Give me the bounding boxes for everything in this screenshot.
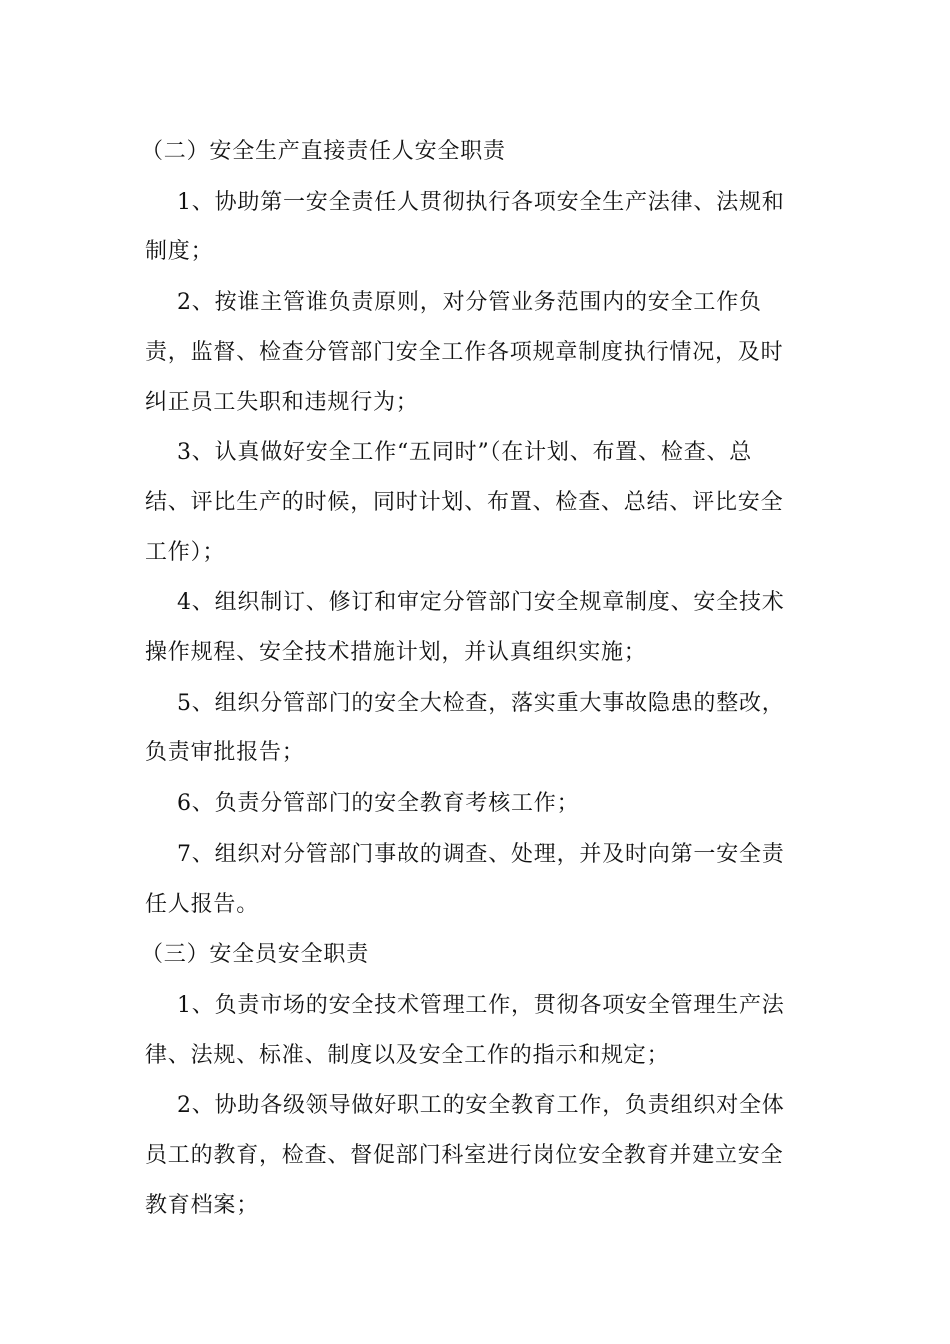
section2-item-6: 6、负责分管部门的安全教育考核工作； <box>177 791 580 817</box>
section3-item-1: 1、负责市场的安全技术管理工作，贯彻各项安全管理生产法律、法规、标准、制度以及安全工作的指示和规定； <box>145 992 785 1068</box>
section-heading-2: （二）安全生产直接责任人安全职责 <box>141 139 506 164</box>
section2-item-3: 3、认真做好安全工作“五同时”（在计划、布置、检查、总结、评比生产的时候，同时计划、布置、检查、总结、评比安全工作）； <box>145 440 784 565</box>
section2-item-7: 7、组织对分管部门事故的调查、处理，并及时向第一安全责任人报告。 <box>145 841 785 917</box>
section2-item-1: 1、协助第一安全责任人贯彻执行各项安全生产法律、法规和制度； <box>145 189 785 265</box>
section3-item-2: 2、协助各级领导做好职工的安全教育工作，负责组织对全体员工的教育，检查、督促部门科室进行岗位安全教育并建立安全教育档案； <box>145 1093 785 1218</box>
document-body <box>141 127 797 1231</box>
section2-item-5: 5、组织分管部门的安全大检查，落实重大事故隐患的整改，负责审批报告； <box>145 690 785 766</box>
section2-item-2: 2、按谁主管谁负责原则，对分管业务范围内的安全工作负责，监督、检查分管部门安全工作各项规章制度执行情况，及时纠正员工失职和违规行为； <box>145 290 784 415</box>
section-heading-3: （三）安全员安全职责 <box>141 942 370 968</box>
section2-item-4: 4、组织制订、修订和审定分管部门安全规章制度、安全技术操作规程、安全技术措施计划，并认真组织实施； <box>145 590 785 666</box>
